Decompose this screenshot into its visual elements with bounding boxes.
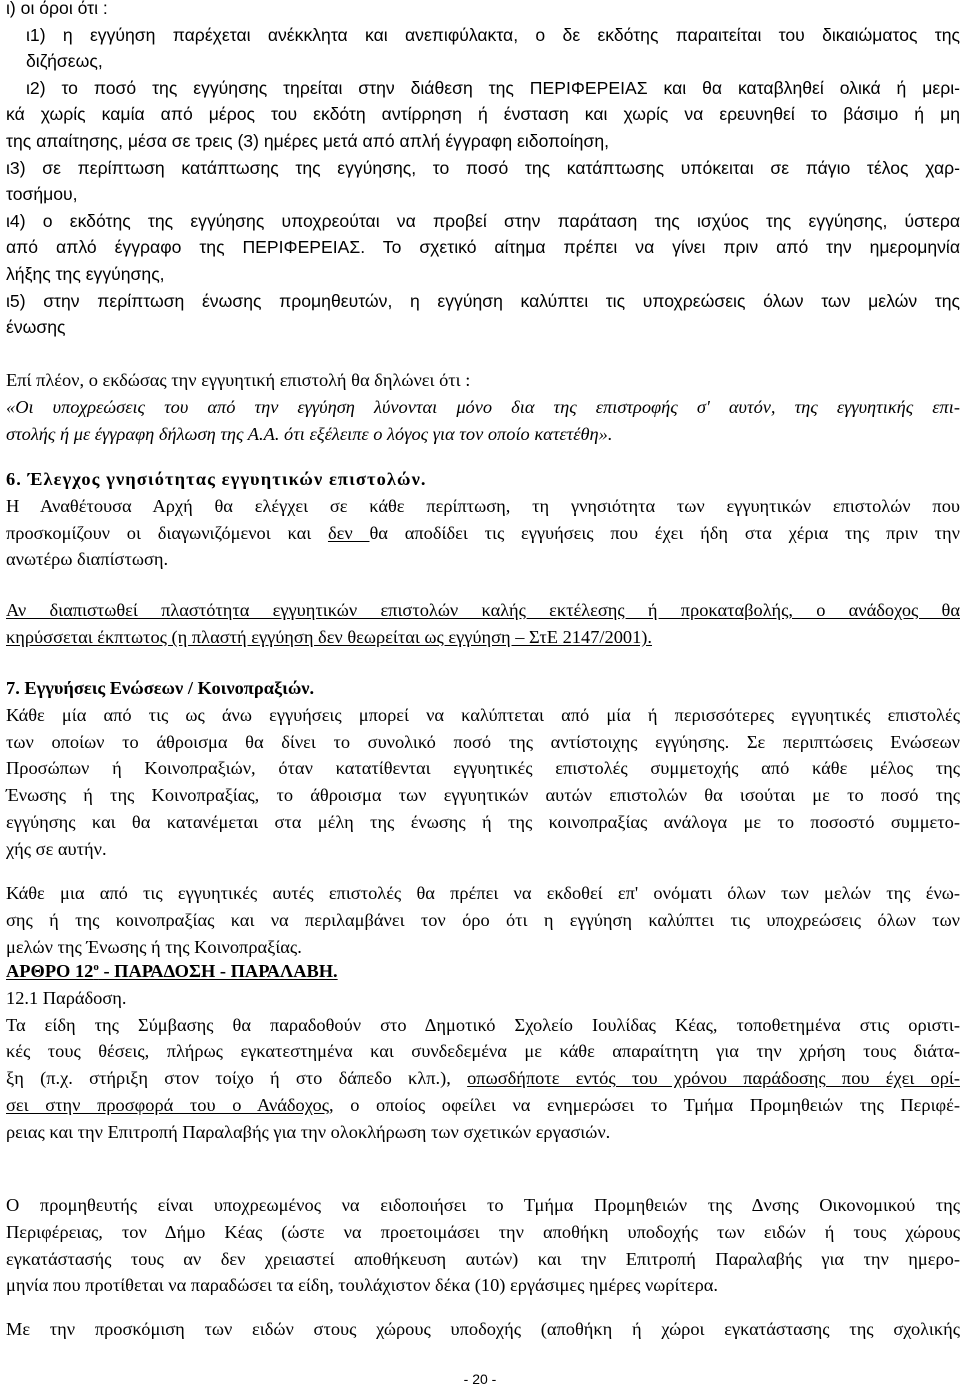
text-run: - ΠΑΡΑΔΟΣΗ - ΠΑΡΑΛΑΒΗ. bbox=[98, 961, 338, 981]
term-i1-line: διζήσεως, bbox=[26, 51, 103, 72]
section-6 bbox=[6, 466, 960, 573]
article-12 bbox=[6, 958, 960, 1146]
article-12-text-line: ρειας και την Επιτροπή Παραλαβής για την ολοκλήρωση των σχετικών εργασιών. bbox=[6, 1121, 611, 1142]
section-7-text-line: των οποίων το άθροισμα θα δίνει το συνολικό ποσό της αντίστοιχης εγγύησης. Σε περιπτώσεις Ενώσεων bbox=[6, 731, 960, 752]
term-i3-line: ι3) σε περίπτωση κατάπτωσης της εγγύησης, το ποσό της κατάπτωσης υπόκειται σε πάγιο τέλος χαρ- bbox=[6, 157, 960, 178]
article-12-subheading: 12.1 Παράδοση. bbox=[6, 987, 127, 1008]
text-run: ΑΡΘΡΟ 12 bbox=[6, 961, 94, 981]
article-12-paragraph-2 bbox=[6, 1192, 960, 1299]
superscript: ο bbox=[93, 960, 99, 973]
declaration-quote-line: «Οι υποχρεώσεις του από την εγγύηση λύνονται μόνο δια της επιστροφής σ' αυτόν, της εγγυητικής επι- bbox=[6, 396, 960, 417]
section-7-paragraph-2 bbox=[6, 880, 960, 960]
section-7-text-line: Προσώπων ή Κοινοπραξιών, όταν κατατίθενται εγγυητικές επιστολές συμμετοχής από κάθε μέλος της bbox=[6, 758, 960, 779]
underlined-text: δεν bbox=[327, 522, 370, 543]
article-12-paragraph-3 bbox=[6, 1316, 960, 1343]
term-i5-line: ένωσης bbox=[6, 317, 66, 338]
term-i2-line: της απαίτησης, μέσα σε τρεις (3) ημέρες μετά από απλή έγγραφη ειδοποίηση, bbox=[6, 130, 609, 151]
term-i2-line: κά χωρίς καμία από μέρος του εκδότη αντίρρηση ή ένσταση και χωρίς να ερευνηθεί το βάσιμο ή μη bbox=[6, 104, 960, 125]
article-12-text-line: κές τους θέσεις, πλήρως εγκατεστημένα και συνδεδεμένα με κάθε απαραίτητη για την χρήση τους διάτα- bbox=[6, 1041, 960, 1062]
article-12-text-line: Τα είδη της Σύμβασης θα παραδοθούν στο Δημοτικό Σχολείο Ιουλίδας Κέας, τοποθετημένα στις οριστι- bbox=[6, 1014, 960, 1035]
text-run: ξη (π.χ. στήριξη στον τοίχο ή στο δάπεδο κλπ.), bbox=[6, 1068, 468, 1089]
forgery-note-line bbox=[6, 624, 960, 651]
term-i1-line: ι1) η εγγύηση παρέχεται ανέκκλητα και ανεπιφύλακτα, ο δε εκδότης παραιτείται του δικαιώματος της bbox=[26, 24, 960, 45]
underlined-text: σει στην προσφορά του ο Ανάδοχος bbox=[6, 1094, 329, 1115]
text-run: προσκομίζουν οι διαγωνιζόμενοι και bbox=[6, 522, 328, 543]
section-7-text-line: Ένωσης ή της Κοινοπραξίας, το άθροισμα των εγγυητικών αυτών επιστολών θα ισούται με το ποσό της bbox=[6, 785, 960, 806]
term-i5-line: ι5) στην περίπτωση ένωσης προμηθευτών, η εγγύηση καλύπτει τις υποχρεώσεις όλων των μελών της bbox=[6, 290, 960, 311]
term-i4-line: ι4) ο εκδότης της εγγύησης υποχρεούται να προβεί στην παράταση της ισχύος της εγγύησης, ύστερα bbox=[6, 210, 960, 231]
declaration-block bbox=[6, 367, 960, 447]
term-i4-line: λήξης της εγγύησης, bbox=[6, 263, 165, 284]
section-6-forgery-note bbox=[6, 597, 960, 651]
underlined-text: οπωσδήποτε εντός του χρόνου παράδοσης που έχει ορί- bbox=[467, 1068, 960, 1089]
article-12-heading bbox=[6, 958, 960, 985]
underlined-text: Αν διαπιστωθεί πλαστότητα εγγυητικών επιστολών καλής εκτέλεσης ή προκαταβολής, ο ανάδοχος θα bbox=[6, 600, 960, 620]
declaration-line: Επί πλέον, ο εκδώσας την εγγυητική επιστολή θα δηλώνει ότι : bbox=[6, 370, 471, 390]
term-i2-line: ι2) το ποσό της εγγύησης τηρείται στην διάθεση της ΠΕΡΙΦΕΡΕΙΑΣ και θα καταβληθεί ολικά ή μερι- bbox=[26, 77, 960, 98]
article-12-text-line: εγκατάστασής τους αν δεν χρειαστεί αποθήκευση αυτών) και την Επιτροπή Παραλαβής για την ημερο- bbox=[6, 1248, 960, 1269]
term-i3-line: τοσήμου, bbox=[6, 184, 78, 205]
section-7-text-line: εγγύησης και θα κατανέμεται στα μέλη της ένωσης ή της κοινοπραξίας ανάλογα με το ποσοστό συμμετο- bbox=[6, 811, 960, 832]
underlined-text: κηρύσσεται έκπτωτος (η πλαστή εγγύηση δεν θεωρείται ως εγγύηση – ΣτΕ 2147/2001). bbox=[6, 626, 652, 647]
text-run: , ο οποίος οφείλει να ενημερώσει το Τμήμα Προμηθειών της Περιφέ- bbox=[329, 1094, 960, 1115]
section-7 bbox=[6, 675, 960, 863]
section-7-text-line: Κάθε μια από τις εγγυητικές αυτές επιστολές θα πρέπει να εκδοθεί επ' ονόματι όλων των μελών της ένω- bbox=[6, 883, 960, 903]
forgery-note-line bbox=[6, 597, 960, 624]
article-12-text-line: Περιφέρειας, τον Δήμο Κέας (ώστε να προετοιμάσει την αποθήκη υποδοχής των ειδών ή τους χώρους bbox=[6, 1221, 960, 1242]
article-12-text-line bbox=[6, 1065, 960, 1092]
page-number: - 20 - bbox=[463, 1371, 497, 1387]
section-7-text-line: μελών της Ένωσης ή της Κοινοπραξίας. bbox=[6, 936, 302, 957]
section-6-heading: 6. Έλεγχος γνησιότητας εγγυητικών επιστολών. bbox=[6, 469, 427, 489]
article-12-text-line: Ο προμηθευτής είναι υποχρεωμένος να ειδοποιήσει το Τμήμα Προμηθειών της Δνσης Οικονομικού της bbox=[6, 1195, 960, 1215]
term-i4-line: από απλό έγγραφο της ΠΕΡΙΦΕΡΕΙΑΣ. Το σχετικό αίτημα πρέπει να γίνει πριν από την ημερομηνία bbox=[6, 237, 960, 258]
text-run: θα αποδίδει τις εγγυήσεις που έχει ήδη στα χέρια της πριν την bbox=[369, 522, 960, 543]
section-7-text-line: Κάθε μία από τις ως άνω εγγυήσεις μπορεί να καλύπτεται από μία ή περισσότερες εγγυητικές επιστολές bbox=[6, 704, 960, 725]
section-6-text-line: ανωτέρω διαπίστωση. bbox=[6, 549, 169, 570]
section-6-text-line bbox=[6, 520, 960, 547]
article-12-text-line bbox=[6, 1092, 960, 1119]
declaration-quote-line: στολής ή με έγγραφη δήλωση της Α.Α. ότι εξέλειπε ο λόγος για τον οποίο κατετέθη». bbox=[6, 423, 613, 444]
article-12-text-line: Με την προσκόμιση των ειδών στους χώρους υποδοχής (αποθήκη ή χώροι εγκατάστασης της σχολικής bbox=[6, 1319, 960, 1339]
section-7-text-line: χής σε αυτήν. bbox=[6, 838, 107, 859]
article-12-text-line: μηνία που προτίθεται να παραδώσει τα είδη, τουλάχιστον δέκα (10) εργάσιμες ημέρες νωρίτερα. bbox=[6, 1275, 719, 1296]
terms-block bbox=[6, 0, 960, 341]
section-7-heading: 7. Εγγυήσεις Ενώσεων / Κοινοπραξιών. bbox=[6, 678, 315, 698]
terms-intro: ι) οι όροι ότι : bbox=[6, 0, 108, 18]
section-7-text-line: σης ή της κοινοπραξίας και να περιλαμβάνει τον όρο ότι η εγγύηση καλύπτει τις υποχρεώσεις όλων των bbox=[6, 909, 960, 930]
section-6-text-line: Η Αναθέτουσα Αρχή θα ελέγχει σε κάθε περίπτωση, τη γνησιότητα των εγγυητικών επιστολών που bbox=[6, 495, 960, 516]
